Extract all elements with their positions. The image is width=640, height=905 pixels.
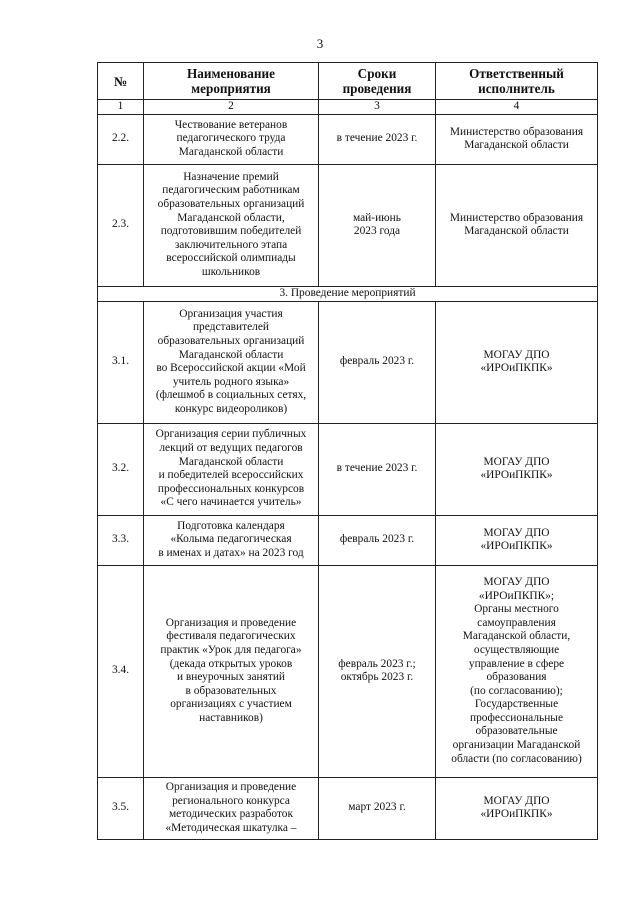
table-row [98,301,598,423]
row-event: Назначение премий педагогическим работникам образовательных организаций Магаданской области, подготовившим победителей заключительного этапа всероссийской олимпиады школьников [144,164,319,286]
row-term: в течение 2023 г. [319,423,436,515]
row-number: 2.2. [98,114,144,164]
table-row [98,164,598,286]
row-number: 3.2. [98,423,144,515]
row-term: февраль 2023 г. [319,515,436,565]
row-term: февраль 2023 г.; октябрь 2023 г. [319,565,436,777]
header-event-name: Наименование мероприятия [144,63,319,100]
row-number: 3.1. [98,301,144,423]
row-event: Организация и проведение регионального конкурса методических разработок «Методическая шкатулка – [144,777,319,839]
row-responsible: МОГАУ ДПО «ИРОиПКПК» [436,423,598,515]
row-event: Подготовка календаря «Колыма педагогическая в именах и датах» на 2023 год [144,515,319,565]
header-number: № [98,63,144,100]
events-plan-table [97,62,598,840]
row-event: Организация участия представителей образовательных организаций Магаданской области во Всероссийской акции «Мой учитель родного языка» (флешмоб в социальных сетях, конкурс видеороликов) [144,301,319,423]
row-responsible: МОГАУ ДПО «ИРОиПКПК» [436,515,598,565]
row-responsible: МОГАУ ДПО «ИРОиПКПК» [436,301,598,423]
row-term: май-июнь 2023 года [319,164,436,286]
table-row [98,423,598,515]
header-term: Сроки проведения [319,63,436,100]
row-term: февраль 2023 г. [319,301,436,423]
row-event: Чествование ветеранов педагогического труда Магаданской области [144,114,319,164]
row-number: 2.3. [98,164,144,286]
row-number: 3.3. [98,515,144,565]
column-number-3: 3 [319,100,436,115]
column-number-1: 1 [98,100,144,115]
column-number-4: 4 [436,100,598,115]
row-event: Организация серии публичных лекций от ведущих педагогов Магаданской области и победителей всероссийских профессиональных конкурсов «С чего начинается учитель» [144,423,319,515]
table-row [98,515,598,565]
section-heading: 3. Проведение мероприятий [98,286,598,301]
row-responsible: Министерство образования Магаданской области [436,164,598,286]
column-number-2: 2 [144,100,319,115]
row-responsible: МОГАУ ДПО «ИРОиПКПК»; Органы местного самоуправления Магаданской области, осуществляющие управление в сфере образования (по согласованию); Государственные профессиональные образовательные организации Магаданской области (по согласованию) [436,565,598,777]
row-responsible: Министерство образования Магаданской области [436,114,598,164]
table-header-row [98,63,598,100]
table-row [98,114,598,164]
row-term: март 2023 г. [319,777,436,839]
row-event: Организация и проведение фестиваля педагогических практик «Урок для педагога» (декада открытых уроков и внеурочных занятий в образовательных организациях с участием наставников) [144,565,319,777]
row-term: в течение 2023 г. [319,114,436,164]
table-row [98,777,598,839]
section-heading-row [98,286,598,301]
row-responsible: МОГАУ ДПО «ИРОиПКПК» [436,777,598,839]
column-number-row [98,100,598,115]
row-number: 3.5. [98,777,144,839]
header-responsible: Ответственный исполнитель [436,63,598,100]
row-number: 3.4. [98,565,144,777]
table-row [98,565,598,777]
page-number: 3 [316,36,324,51]
